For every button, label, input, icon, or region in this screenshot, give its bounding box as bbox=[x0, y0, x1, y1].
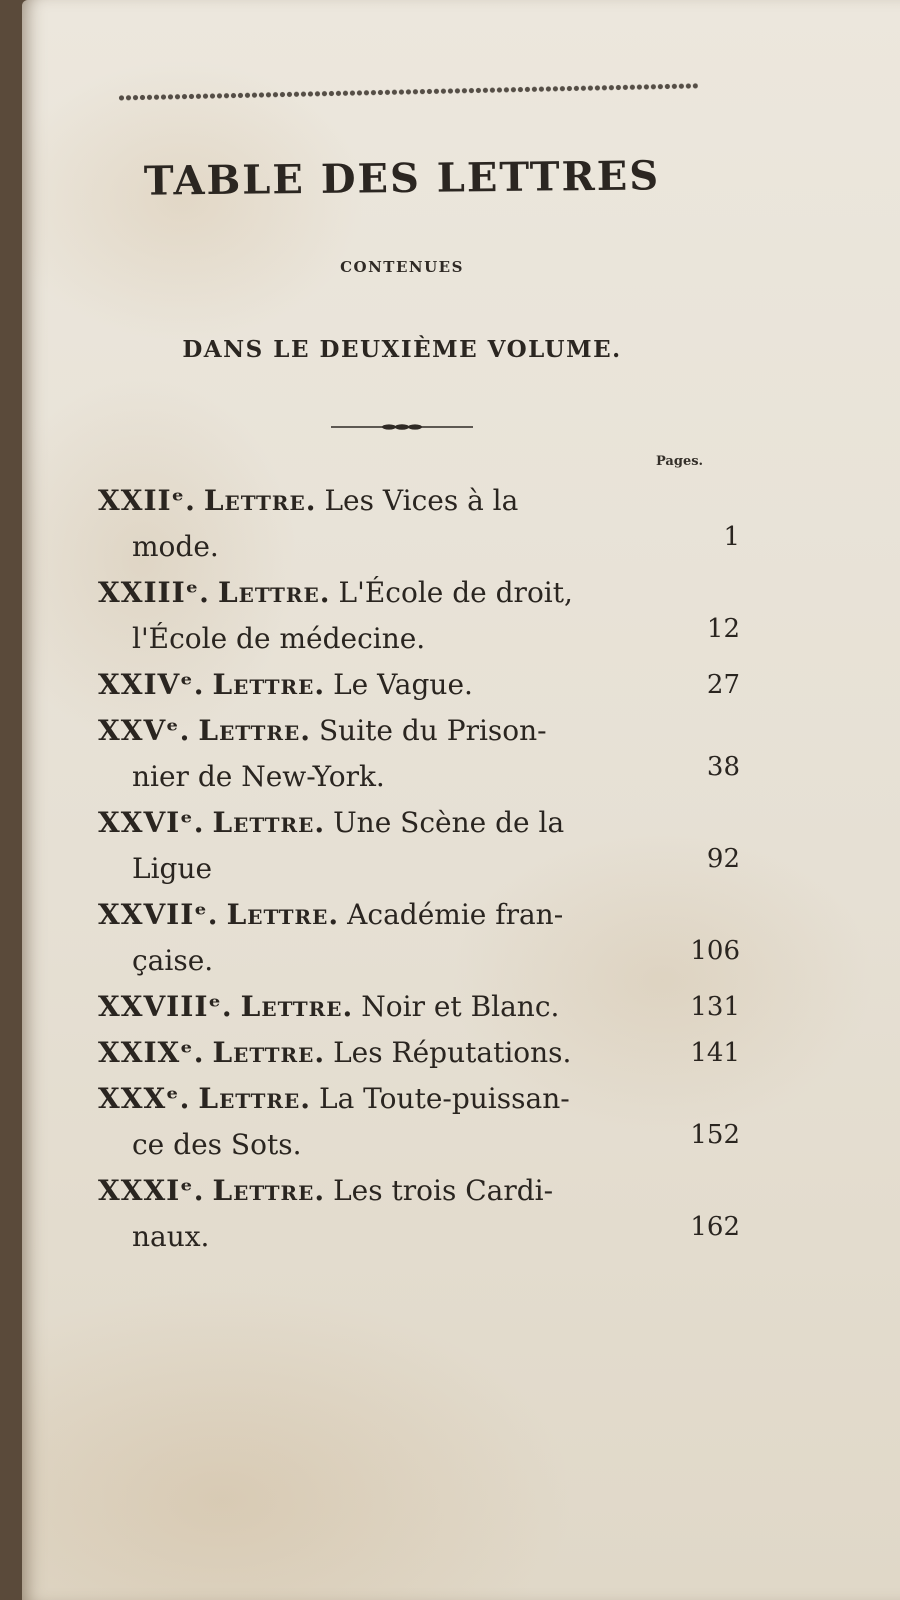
entry-title: Une Scène de la bbox=[333, 806, 565, 839]
entry-lettre: Lettre. bbox=[217, 576, 331, 609]
entry-page-number: 27 bbox=[706, 670, 740, 700]
entry-page-number: 131 bbox=[690, 992, 740, 1022]
entry-lettre: Lettre. bbox=[212, 668, 326, 701]
entry-number: XXVIᵉ. bbox=[98, 806, 205, 839]
subtitle-volume: DANS LE DEUXIÈME VOLUME. bbox=[182, 336, 622, 363]
entry-page-number: 152 bbox=[690, 1120, 740, 1150]
entry-page-number: 162 bbox=[690, 1212, 740, 1242]
entry-title-continued: l'École de médecine. bbox=[132, 622, 426, 655]
entry-title-continued: mode. bbox=[132, 530, 219, 563]
entry-lettre: Lettre. bbox=[212, 1174, 326, 1207]
entry-number: XXVIIᵉ. bbox=[98, 898, 219, 931]
entry-title-continued: ce des Sots. bbox=[132, 1128, 302, 1161]
entry-lettre: Lettre. bbox=[198, 714, 311, 747]
toc-entry bbox=[98, 892, 748, 984]
entry-page-number: 106 bbox=[690, 936, 740, 966]
dotted-rule bbox=[118, 82, 698, 102]
entry-number: XXIXᵉ. bbox=[98, 1036, 205, 1069]
entry-title: Les Réputations. bbox=[333, 1036, 572, 1069]
entry-lettre: Lettre. bbox=[212, 806, 326, 839]
entry-lettre: Lettre. bbox=[198, 1082, 311, 1115]
entry-title: Les Vices à la bbox=[324, 484, 519, 517]
entry-lettre: Lettre. bbox=[240, 990, 354, 1023]
entry-title: L'École de droit, bbox=[338, 576, 573, 609]
entry-page-number: 1 bbox=[723, 522, 740, 552]
toc-entry bbox=[98, 570, 748, 662]
entry-page-number: 12 bbox=[706, 614, 740, 644]
toc-entry bbox=[98, 800, 748, 892]
entry-title-continued: nier de New-York. bbox=[132, 760, 385, 793]
entry-number: XXXIᵉ. bbox=[98, 1174, 205, 1207]
entry-number: XXXᵉ. bbox=[98, 1082, 191, 1115]
entry-title: Noir et Blanc. bbox=[361, 990, 560, 1023]
entry-number: XXIIIᵉ. bbox=[98, 576, 210, 609]
entry-title-continued: Ligue bbox=[132, 852, 213, 885]
pages-column-label: Pages. bbox=[656, 454, 704, 469]
ornament-divider bbox=[327, 420, 477, 434]
toc-entry bbox=[98, 1076, 748, 1168]
toc-entry bbox=[98, 478, 748, 570]
subtitle-contenues: CONTENUES bbox=[340, 258, 464, 276]
toc-entry bbox=[98, 662, 748, 708]
entry-title: Le Vague. bbox=[333, 668, 473, 701]
entry-page-number: 92 bbox=[706, 844, 740, 874]
entry-number: XXVᵉ. bbox=[98, 714, 191, 747]
table-of-letters bbox=[98, 478, 748, 1260]
entry-number: XXIIᵉ. bbox=[98, 484, 196, 517]
book-page bbox=[22, 0, 900, 1600]
entry-number: XXIVᵉ. bbox=[98, 668, 205, 701]
entry-number: XXVIIIᵉ. bbox=[98, 990, 233, 1023]
entry-lettre: Lettre. bbox=[212, 1036, 326, 1069]
entry-title: La Toute-puissan- bbox=[318, 1082, 570, 1115]
toc-entry bbox=[98, 1030, 748, 1076]
toc-entry bbox=[98, 984, 748, 1030]
page-title: TABLE DES LETTRES bbox=[143, 152, 661, 205]
entry-title-continued: naux. bbox=[132, 1220, 210, 1253]
entry-page-number: 38 bbox=[706, 752, 740, 782]
entry-lettre: Lettre. bbox=[226, 898, 340, 931]
entry-page-number: 141 bbox=[690, 1038, 740, 1068]
toc-entry bbox=[98, 1168, 748, 1260]
entry-title-continued: çaise. bbox=[132, 944, 214, 977]
entry-title: Les trois Cardi- bbox=[333, 1174, 554, 1207]
toc-entry bbox=[98, 708, 748, 800]
entry-lettre: Lettre. bbox=[203, 484, 317, 517]
entry-title: Suite du Prison- bbox=[318, 714, 547, 747]
entry-title: Académie fran- bbox=[347, 898, 564, 931]
